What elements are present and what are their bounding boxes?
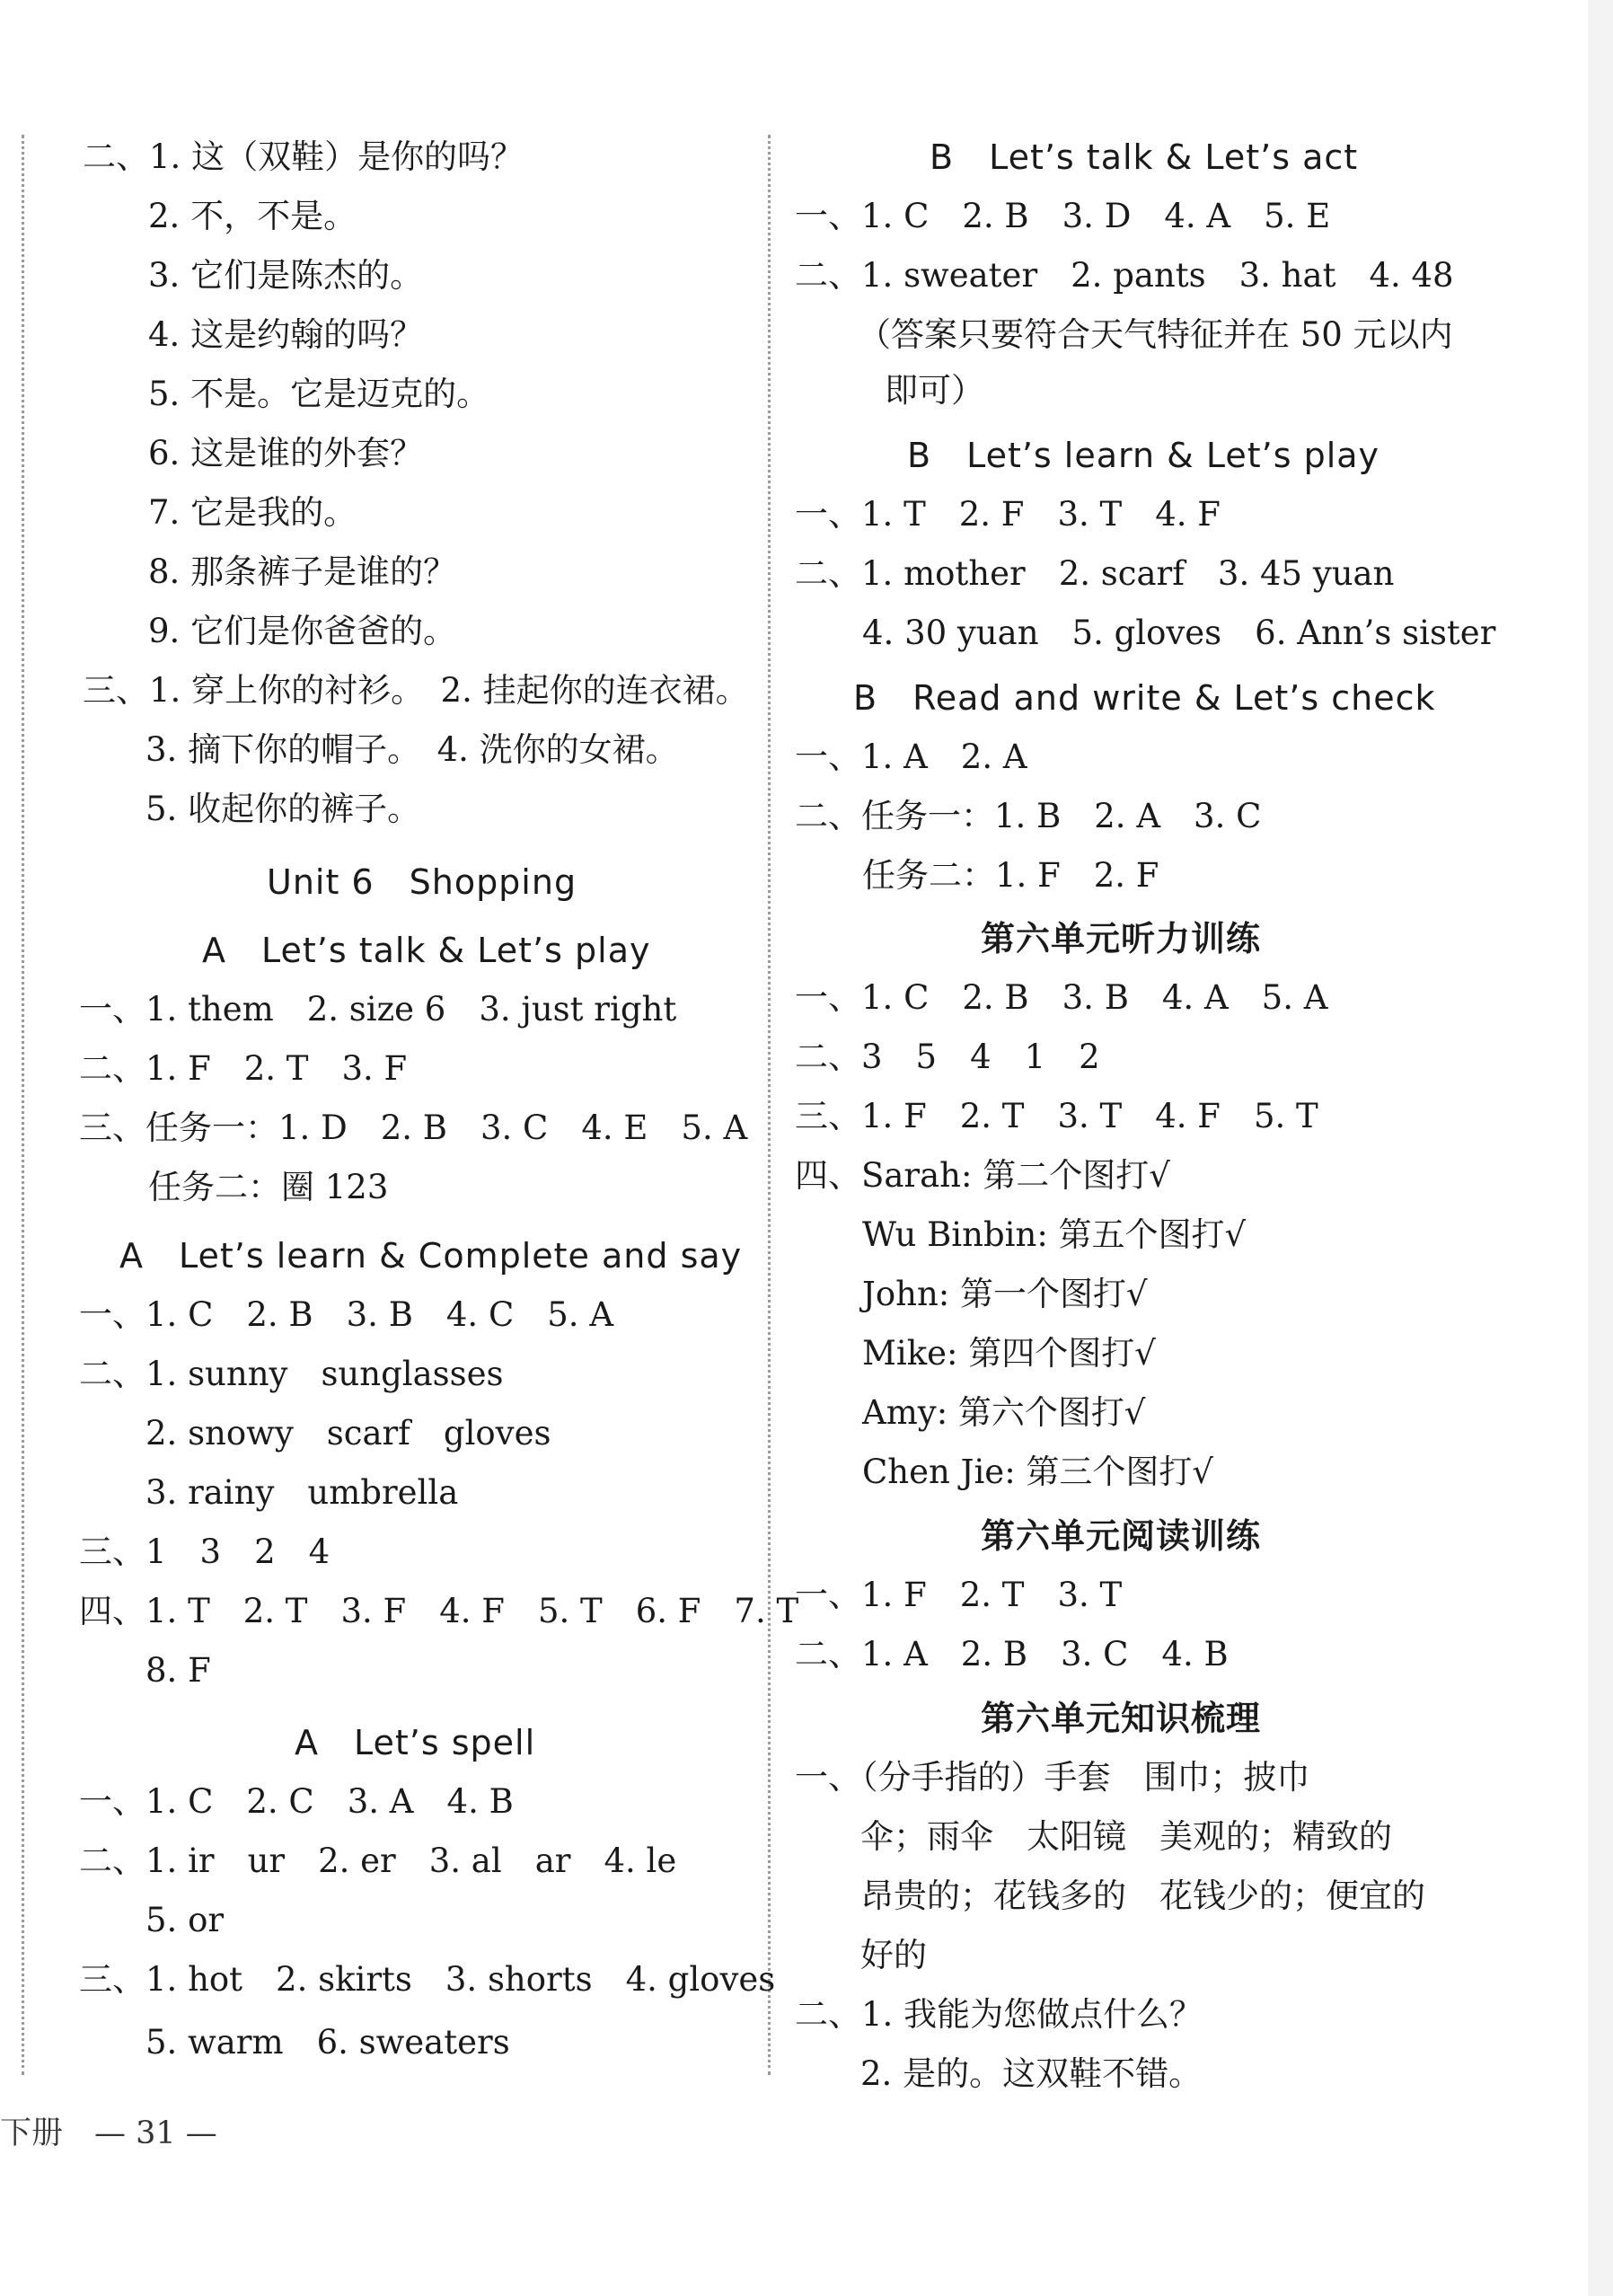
answer-line: 二、1. 这（双鞋）是你的吗？ [83, 137, 524, 176]
answer-line: 5. 收起你的裤子。 [145, 790, 421, 828]
answer-line: 5. warm 6. sweaters [145, 2023, 510, 2062]
answer-line: 二、1. ir ur 2. er 3. al ar 4. le [79, 1841, 677, 1880]
left-margin-rule [22, 135, 24, 2075]
answer-line: 3. rainy umbrella [145, 1473, 459, 1512]
answer-line: Chen Jie: 第三个图打√ [862, 1453, 1213, 1491]
answer-line: 8. 那条裤子是谁的？ [148, 552, 457, 591]
answer-line: 四、1. T 2. T 3. F 4. F 5. T 6. F 7. T [79, 1592, 799, 1630]
answer-line: 2. 不，不是。 [148, 197, 357, 235]
answer-line: John: 第一个图打√ [862, 1275, 1148, 1313]
answer-line: 三、1. 穿上你的衬衫。 2. 挂起你的连衣裙。 [83, 671, 749, 710]
section-heading: 第六单元知识梳理 [981, 1699, 1262, 1738]
answer-line: 4. 30 yuan 5. gloves 6. Ann’s sister [862, 614, 1496, 652]
answer-line: 任务二：1. F 2. F [862, 856, 1159, 895]
answer-line: 任务二：圈 123 [148, 1168, 389, 1206]
answer-line: 一、1. T 2. F 3. T 4. F [795, 495, 1221, 534]
answer-line: 一、1. C 2. B 3. B 4. A 5. A [795, 978, 1328, 1017]
answer-line: 昂贵的；花钱多的 花钱少的；便宜的 [860, 1877, 1425, 1915]
answer-line: 7. 它是我的。 [148, 493, 357, 532]
answer-line: 伞；雨伞 太阳镜 美观的；精致的 [860, 1817, 1392, 1856]
answer-line: 二、1. mother 2. scarf 3. 45 yuan [795, 554, 1395, 593]
answer-line: 三、1 3 2 4 [79, 1532, 331, 1571]
page-footer: 下册 — 31 — [0, 2115, 217, 2151]
section-heading: A Let’s learn & Complete and say [119, 1236, 743, 1276]
answer-line: 好的 [860, 1936, 927, 1974]
answer-line: 二、1. sunny sunglasses [79, 1355, 504, 1393]
answer-line: 一、1. C 2. C 3. A 4. B [79, 1782, 514, 1821]
section-heading: A Let’s talk & Let’s play [202, 931, 651, 970]
answer-line: Amy: 第六个图打√ [862, 1393, 1146, 1432]
answer-line: 一、1. them 2. size 6 3. just right [79, 990, 677, 1029]
answer-line: Mike: 第四个图打√ [862, 1334, 1156, 1373]
answer-line: 四、Sarah: 第二个图打√ [795, 1156, 1170, 1195]
answer-line: 一、1. C 2. B 3. B 4. C 5. A [79, 1295, 614, 1334]
answer-line: 三、任务一：1. D 2. B 3. C 4. E 5. A [79, 1108, 748, 1147]
section-heading: 第六单元听力训练 [981, 919, 1262, 958]
answer-line: 一、（分手指的）手套 围巾；披巾 [795, 1758, 1310, 1797]
answer-line: 二、任务一：1. B 2. A 3. C [795, 797, 1262, 835]
answer-line: Wu Binbin: 第五个图打√ [862, 1215, 1247, 1254]
answer-line: 三、1. hot 2. skirts 3. shorts 4. gloves [79, 1960, 776, 1999]
section-heading: A Let’s spell [295, 1723, 536, 1762]
answer-line: 二、1. sweater 2. pants 3. hat 4. 48 [795, 256, 1454, 295]
answer-line: 三、1. F 2. T 3. T 4. F 5. T [795, 1097, 1318, 1135]
answer-line: 即可） [885, 371, 984, 410]
answer-line: 3. 摘下你的帽子。 4. 洗你的女裙。 [145, 730, 679, 769]
answer-line: 二、1. A 2. B 3. C 4. B [795, 1635, 1229, 1673]
answer-line: 8. F [145, 1651, 211, 1690]
answer-line: 3. 它们是陈杰的。 [148, 256, 424, 295]
answer-line: 2. 是的。这双鞋不错。 [860, 2054, 1203, 2093]
answer-line: 一、1. F 2. T 3. T [795, 1576, 1123, 1614]
column-divider [768, 135, 771, 2075]
answer-line: 6. 这是谁的外套？ [148, 434, 424, 472]
answer-line: 一、1. A 2. A [795, 737, 1027, 776]
section-heading: Unit 6 Shopping [267, 862, 577, 902]
section-heading: B Read and write & Let’s check [853, 678, 1436, 718]
page-edge-shadow [1588, 0, 1613, 2296]
section-heading: B Let’s talk & Let’s act [930, 137, 1359, 177]
answer-line: （答案只要符合天气特征并在 50 元以内 [858, 315, 1453, 354]
answer-line: 一、1. C 2. B 3. D 4. A 5. E [795, 197, 1331, 235]
answer-line: 二、1. 我能为您做点什么？ [795, 1995, 1203, 2034]
answer-line: 二、1. F 2. T 3. F [79, 1049, 408, 1088]
section-heading: 第六单元阅读训练 [981, 1516, 1262, 1556]
answer-line: 二、3 5 4 1 2 [795, 1038, 1100, 1076]
answer-line: 4. 这是约翰的吗？ [148, 315, 424, 354]
answer-line: 5. or [145, 1901, 225, 1939]
section-heading: B Let’s learn & Let’s play [907, 436, 1380, 475]
answer-line: 5. 不是。它是迈克的。 [148, 375, 490, 413]
answer-line: 9. 它们是你爸爸的。 [148, 612, 457, 650]
answer-line: 2. snowy scarf gloves [145, 1414, 551, 1453]
